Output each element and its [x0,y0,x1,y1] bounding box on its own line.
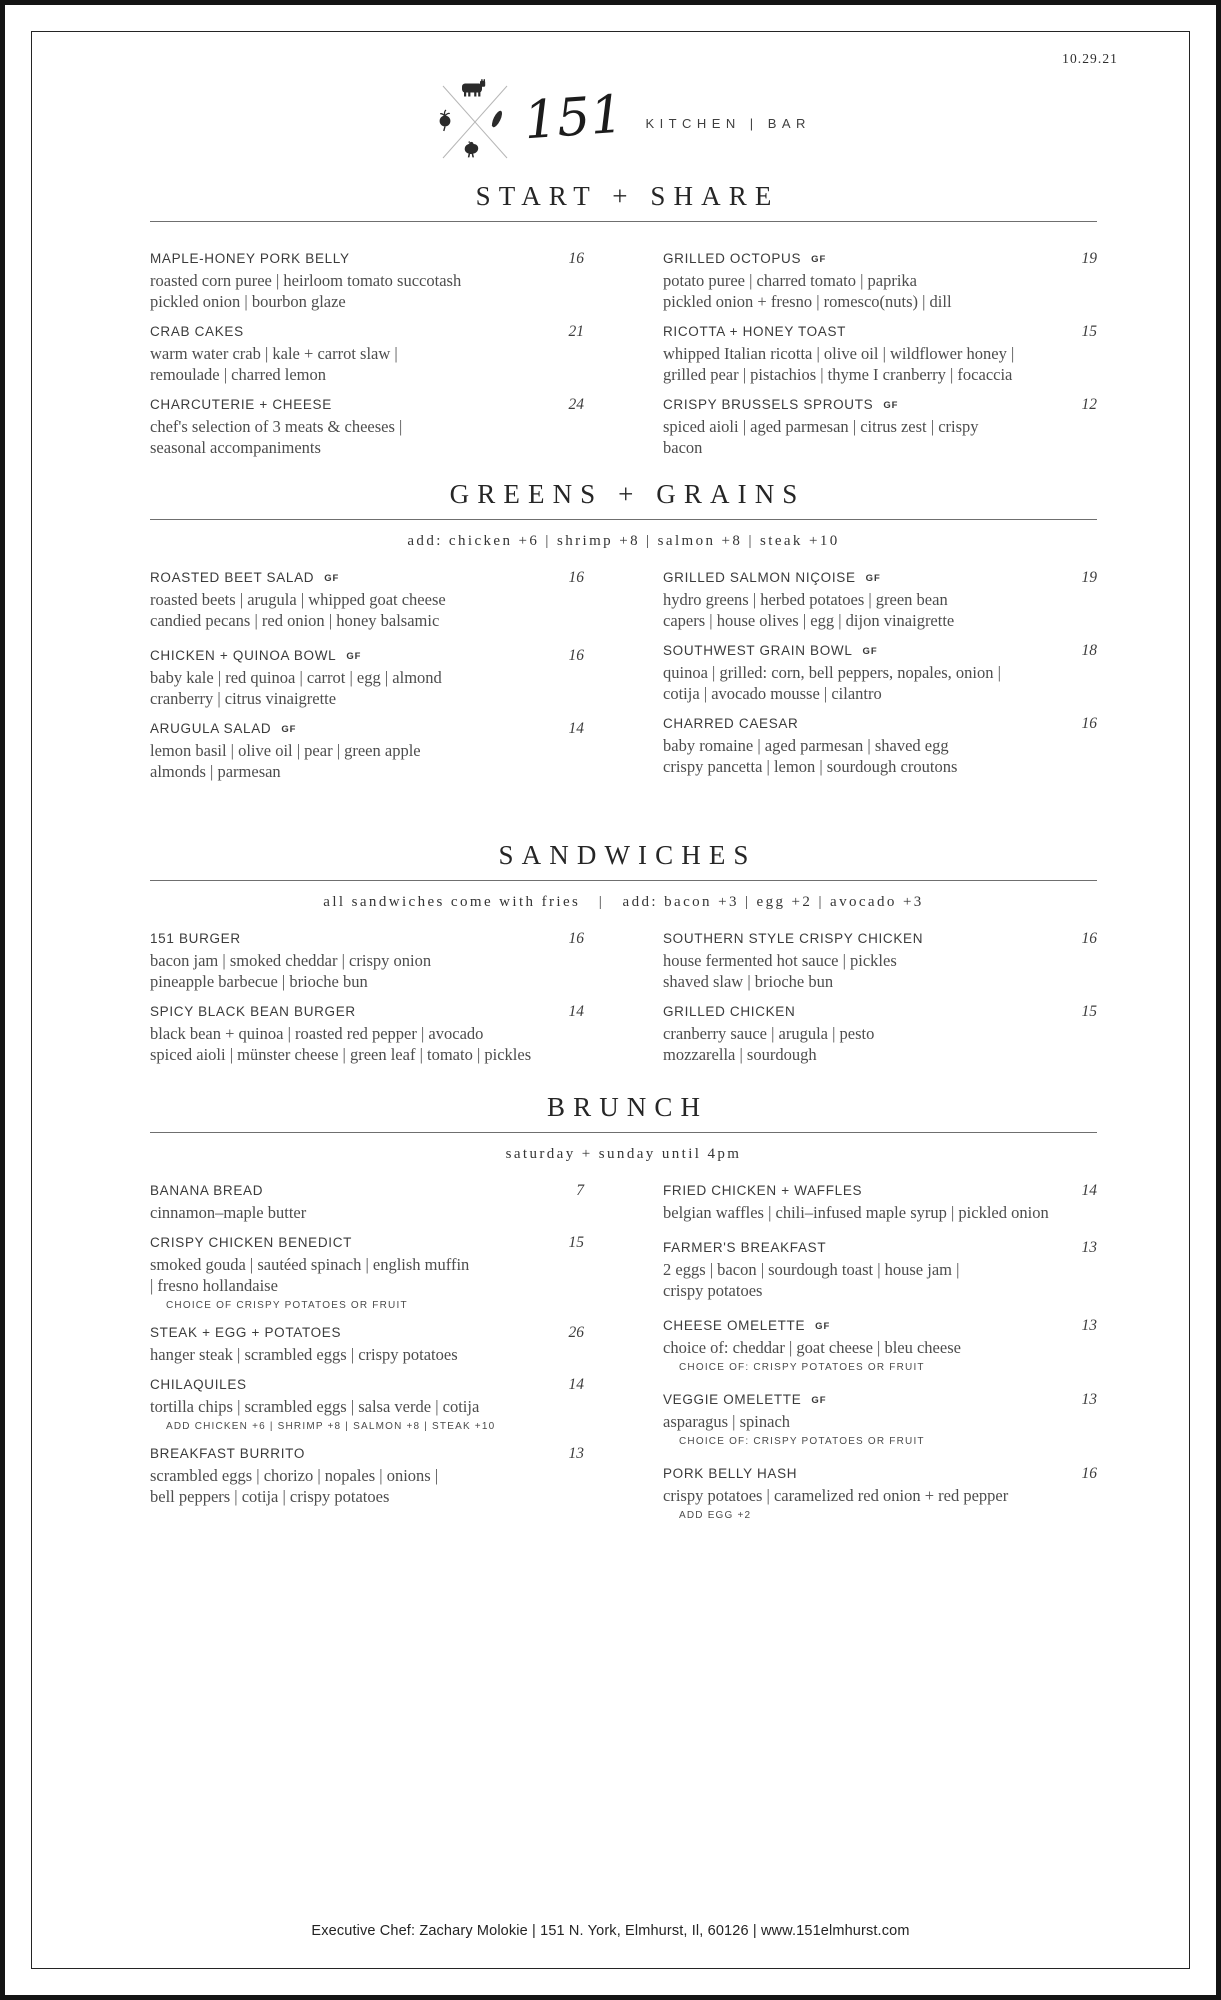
item-desc [663,416,1097,458]
item-name: PORK BELLY HASH [663,1466,798,1481]
gf-badge: GF [883,400,899,411]
section-columns [150,1182,1097,1534]
item-desc-line: quinoa | grilled: corn, bell peppers, nopales, onion | [663,663,1001,682]
item-desc-line: tortilla chips | scrambled eggs | salsa verde | cotija [150,1397,480,1416]
item-header [663,1239,1097,1257]
item-desc-line: shaved slaw | brioche bun [663,972,834,991]
menu-section [150,838,1097,1076]
menu-item [150,647,584,709]
item-header [663,642,1097,660]
item-desc-line: pickled onion | bourbon glaze [150,292,346,311]
item-desc [150,1396,584,1417]
menu-item [150,250,584,312]
item-desc [150,1344,584,1365]
item-name: BANANA BREAD [150,1183,264,1198]
menu-item [663,1182,1097,1223]
item-desc [663,735,1097,777]
section-title: START + SHARE [475,181,780,211]
menu-item [150,930,584,992]
item-desc [663,1202,1097,1223]
item-price: 26 [568,1324,584,1341]
item-desc [663,1259,1097,1301]
item-header [663,715,1097,733]
item-desc-line: capers | house olives | egg | dijon vinaigrette [663,611,955,630]
item-desc-line: mozzarella | sourdough [663,1045,817,1064]
item-header [663,396,1097,414]
item-name: VEGGIE OMELETTE [663,1392,802,1407]
item-header [150,930,584,948]
menu-item [150,1445,584,1507]
gf-badge: GF [815,1321,831,1332]
menu-item [663,1391,1097,1449]
item-desc-line: lemon basil | olive oil | pear | green apple [150,741,421,760]
menu-item [663,323,1097,385]
item-desc-line: bacon [663,438,703,457]
item-desc [150,950,584,992]
item-price: 16 [568,930,584,947]
item-desc [150,667,584,709]
item-price: 13 [568,1445,584,1462]
item-price: 14 [568,1003,584,1020]
menu-item [663,715,1097,777]
section-subtitle: all sandwiches come with fries | add: bacon +3 | egg +2 | avocado +3 [323,894,924,910]
item-header [663,1182,1097,1200]
item-name: SPICY BLACK BEAN BURGER [150,1004,356,1019]
menu-item [150,720,584,782]
menu-column [150,1182,584,1534]
beet-icon [440,110,451,131]
gf-badge: GF [281,724,297,735]
item-header [663,1317,1097,1335]
item-price: 24 [568,396,584,413]
footer-text: Executive Chef: Zachary Molokie | 151 N. York, Elmhurst, Il, 60126 | www.151elmhurst.com [311,1923,910,1939]
cow-icon [462,79,485,96]
item-desc-line: candied pecans | red onion | honey balsamic [150,611,440,630]
menu-item [663,642,1097,704]
menu-item [150,1234,584,1313]
item-desc-line: black bean + quinoa | roasted red pepper | avocado [150,1024,484,1043]
logo [150,75,1097,167]
item-price: 13 [1081,1391,1097,1408]
item-name: SOUTHWEST GRAIN BOWL [663,643,853,658]
menu-item [663,396,1097,458]
logo-number: 151 [522,84,626,152]
menu-item [663,569,1097,631]
menu-column [663,569,1097,793]
item-desc [663,343,1097,385]
item-desc [150,740,584,782]
item-desc-line: scrambled eggs | chorizo | nopales | onions | [150,1466,439,1485]
menu-item [150,1324,584,1365]
item-price: 21 [568,323,584,340]
item-desc-line: pineapple barbecue | brioche bun [150,972,368,991]
item-desc [150,343,584,385]
item-price: 15 [1081,323,1097,340]
item-price: 16 [568,647,584,664]
item-desc-line: whipped Italian ricotta | olive oil | wildflower honey | [663,344,1015,363]
item-desc [663,270,1097,312]
item-name: CRISPY CHICKEN BENEDICT [150,1235,353,1250]
item-desc-line: smoked gouda | sautéed spinach | english muffin [150,1255,470,1274]
menu-item [150,569,584,631]
item-desc-line: hydro greens | herbed potatoes | green bean [663,590,948,609]
item-desc-line: spiced aioli | münster cheese | green leaf | tomato | pickles [150,1045,532,1064]
item-name: STEAK + EGG + POTATOES [150,1325,342,1340]
item-price: 18 [1081,642,1097,659]
item-price: 16 [1081,1465,1097,1482]
item-desc-line: house fermented hot sauce | pickles [663,951,897,970]
section-title: BRUNCH [546,1092,709,1122]
item-desc [150,1254,584,1296]
item-desc-line: almonds | parmesan [150,762,281,781]
item-price: 16 [568,250,584,267]
item-name: CRAB CAKES [150,324,244,339]
item-desc-line: potato puree | charred tomato | paprika [663,271,918,290]
corn-icon [490,109,504,128]
item-note: CHOICE OF CRISPY POTATOES OR FRUIT [166,1300,408,1311]
item-note: ADD CHICKEN +6 | SHRIMP +8 | SALMON +8 | STEAK +10 [166,1421,496,1432]
item-desc [150,1023,584,1065]
item-desc-line: asparagus | spinach [663,1412,791,1431]
item-name: CHILAQUILES [150,1377,247,1392]
item-desc-line: hanger steak | scrambled eggs | crispy potatoes [150,1345,458,1364]
item-header [150,720,584,738]
item-desc-line: 2 eggs | bacon | sourdough toast | house jam | [663,1260,960,1279]
menu-sections [150,179,1097,1534]
item-header [150,1182,584,1200]
item-desc-line: baby romaine | aged parmesan | shaved egg [663,736,949,755]
menu-column [150,250,584,469]
item-desc-line: | fresno hollandaise [150,1276,278,1295]
item-name: MAPLE-HONEY PORK BELLY [150,251,350,266]
item-note: CHOICE OF: CRISPY POTATOES OR FRUIT [679,1436,925,1447]
item-header [150,396,584,414]
menu-item [663,1465,1097,1523]
item-desc-line: crispy potatoes | caramelized red onion + red pepper [663,1486,1009,1505]
menu-item [150,396,584,458]
item-header [150,569,584,587]
item-price: 19 [1081,569,1097,586]
item-name: CHEESE OMELETTE [663,1318,806,1333]
menu-section [150,179,1097,469]
menu-column [663,1182,1097,1534]
item-header [663,323,1097,341]
menu-item [663,930,1097,992]
item-price: 16 [1081,930,1097,947]
menu-column [663,250,1097,469]
item-header [663,1465,1097,1483]
menu-column [150,569,584,793]
item-header [663,569,1097,587]
item-price: 12 [1081,396,1097,413]
item-header [150,1003,584,1021]
item-name: FARMER'S BREAKFAST [663,1240,827,1255]
item-desc-line: cranberry sauce | arugula | pesto [663,1024,875,1043]
section-rule [150,221,1097,222]
item-header [150,1234,584,1252]
item-desc [150,1202,584,1223]
item-name: GRILLED CHICKEN [663,1004,796,1019]
item-name: RICOTTA + HONEY TOAST [663,324,847,339]
item-price: 13 [1081,1317,1097,1334]
gf-badge: GF [865,573,881,584]
item-price: 19 [1081,250,1097,267]
item-name: CHARRED CAESAR [663,716,799,731]
item-price: 14 [568,720,584,737]
menu-column [150,930,584,1076]
section-rule [150,880,1097,881]
item-price: 13 [1081,1239,1097,1256]
item-price: 16 [568,569,584,586]
item-desc [663,950,1097,992]
item-header [663,1391,1097,1409]
item-name: 151 BURGER [150,931,241,946]
section-subtitle: saturday + sunday until 4pm [505,1146,742,1162]
item-price: 14 [1081,1182,1097,1199]
item-desc-line: warm water crab | kale + carrot slaw | [150,344,398,363]
item-name: BREAKFAST BURRITO [150,1446,306,1461]
section-rule [150,1132,1097,1133]
item-desc-line: chef's selection of 3 meats & cheeses | [150,417,403,436]
item-price: 7 [576,1182,584,1199]
item-desc [150,270,584,312]
gf-badge: GF [324,573,340,584]
section-columns [150,569,1097,793]
section-title: GREENS + GRAINS [449,479,806,509]
item-desc [150,589,584,631]
item-desc-line: bacon jam | smoked cheddar | crispy onion [150,951,432,970]
item-desc [663,1337,1097,1358]
gf-badge: GF [811,254,827,265]
item-desc-line: spiced aioli | aged parmesan | citrus zest | crispy [663,417,979,436]
menu-item [663,1239,1097,1301]
item-desc-line: crispy pancetta | lemon | sourdough croutons [663,757,958,776]
item-desc-line: remoulade | charred lemon [150,365,327,384]
item-header [150,323,584,341]
item-desc-line: roasted corn puree | heirloom tomato succotash [150,271,462,290]
item-desc [663,662,1097,704]
menu-item [663,1003,1097,1065]
item-header [150,1376,584,1394]
item-desc-line: crispy potatoes [663,1281,763,1300]
item-header [150,250,584,268]
item-desc-line: roasted beets | arugula | whipped goat cheese [150,590,446,609]
menu-section [150,477,1097,793]
item-desc-line: baby kale | red quinoa | carrot | egg | almond [150,668,442,687]
item-name: ROASTED BEET SALAD [150,570,315,585]
menu-column [663,930,1097,1076]
logo-wordmark: KITCHEN | BAR [645,115,811,131]
item-name: CRISPY BRUSSELS SPROUTS [663,397,874,412]
menu-item [663,250,1097,312]
gf-badge: GF [811,1395,827,1406]
item-desc-line: bell peppers | cotija | crispy potatoes [150,1487,390,1506]
section-columns [150,250,1097,469]
item-desc [663,1411,1097,1432]
item-desc-line: pickled onion + fresno | romesco(nuts) | dill [663,292,952,311]
menu-item [663,1317,1097,1375]
menu-item [150,323,584,385]
item-desc [663,589,1097,631]
menu-section [150,1090,1097,1534]
section-columns [150,930,1097,1076]
item-desc-line: choice of: cheddar | goat cheese | bleu cheese [663,1338,961,1357]
section-rule [150,519,1097,520]
gf-badge: GF [346,651,362,662]
item-note: CHOICE OF: CRISPY POTATOES OR FRUIT [679,1362,925,1373]
item-name: ARUGULA SALAD [150,721,272,736]
item-name: CHARCUTERIE + CHEESE [150,397,332,412]
item-price: 15 [1081,1003,1097,1020]
item-name: GRILLED OCTOPUS [663,251,802,266]
item-header [663,930,1097,948]
item-desc [663,1485,1097,1506]
item-price: 16 [1081,715,1097,732]
item-name: CHICKEN + QUINOA BOWL [150,648,337,663]
item-price: 15 [568,1234,584,1251]
item-desc-line: cranberry | citrus vinaigrette [150,689,337,708]
item-desc-line: cotija | avocado mousse | cilantro [663,684,882,703]
item-header [150,1324,584,1342]
item-desc [150,1465,584,1507]
item-desc-line: belgian waffles | chili–infused maple syrup | pickled onion [663,1203,1049,1222]
menu-item [150,1182,584,1223]
menu-content [150,63,1097,1534]
item-note: ADD EGG +2 [679,1510,752,1521]
section-subtitle: add: chicken +6 | shrimp +8 | salmon +8 | steak +10 [407,533,840,549]
item-header [663,250,1097,268]
chicken-icon [465,141,478,157]
item-desc-line: cinnamon–maple butter [150,1203,307,1222]
item-desc-line: seasonal accompaniments [150,438,321,457]
item-price: 14 [568,1376,584,1393]
item-desc-line: grilled pear | pistachios | thyme I cranberry | focaccia [663,365,1013,384]
menu-date: 10.29.21 [1062,51,1118,66]
item-name: FRIED CHICKEN + WAFFLES [663,1183,863,1198]
menu-item [150,1003,584,1065]
item-name: GRILLED SALMON NIÇOISE [663,570,856,585]
item-header [150,647,584,665]
menu-item [150,1376,584,1434]
section-title: SANDWICHES [498,840,757,870]
item-desc [150,416,584,458]
item-header [663,1003,1097,1021]
logo-mark [436,77,514,165]
item-header [150,1445,584,1463]
item-desc [663,1023,1097,1065]
item-name: SOUTHERN STYLE CRISPY CHICKEN [663,931,924,946]
gf-badge: GF [862,646,878,657]
